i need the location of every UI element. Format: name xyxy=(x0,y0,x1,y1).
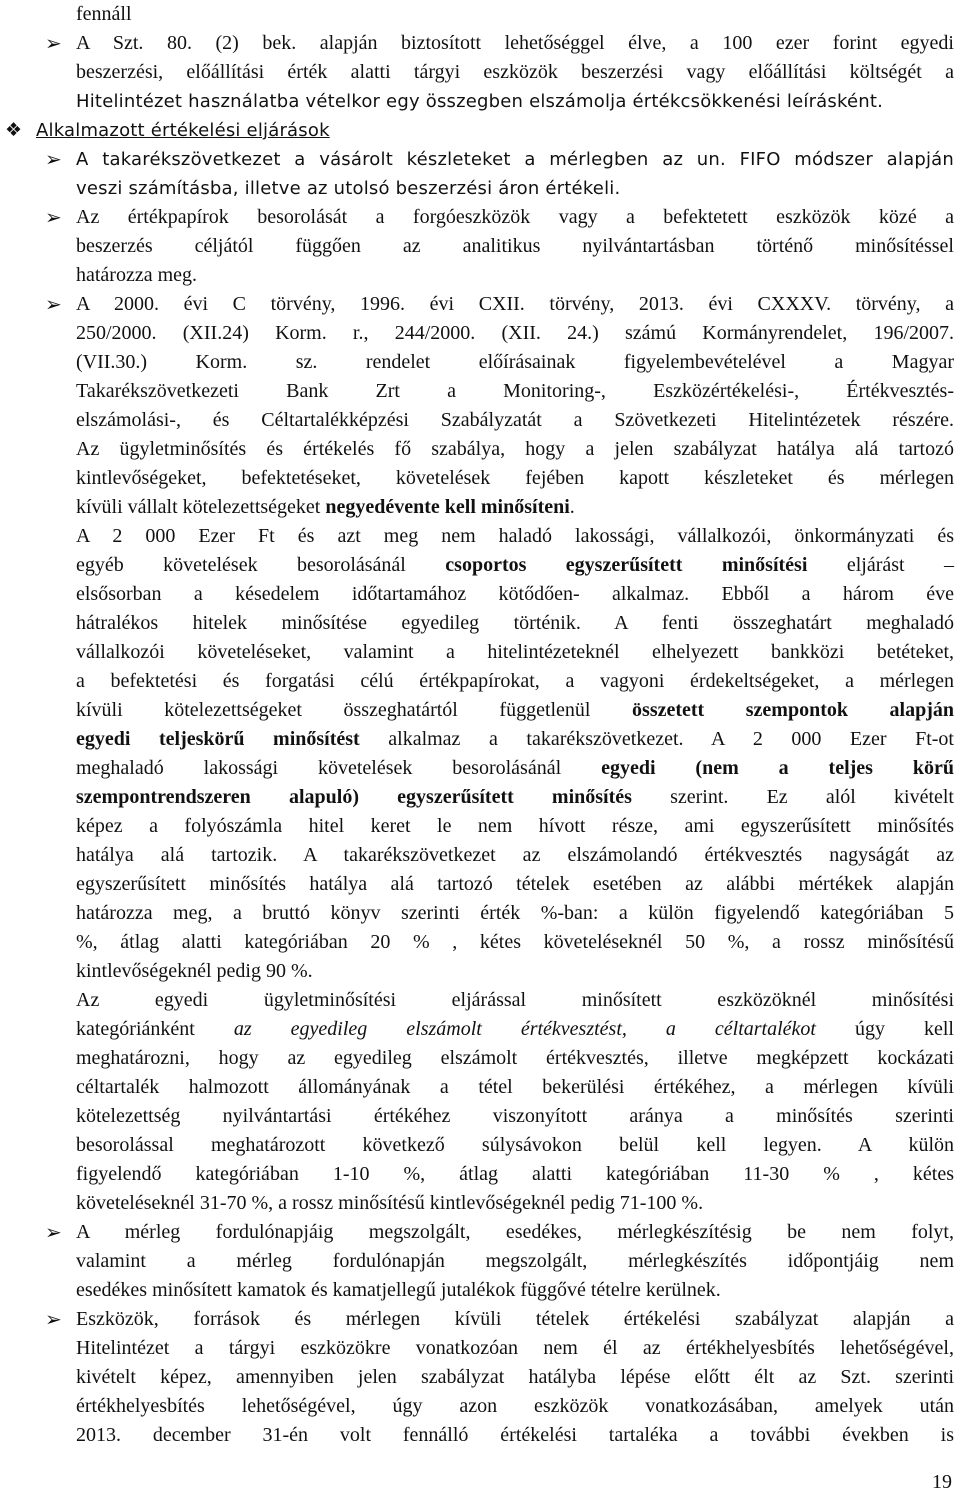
bold-phrase: csoportos egyszerűsített minősítési xyxy=(445,554,808,576)
text-run: kategóriánként xyxy=(76,1018,234,1040)
text-run: meghaladó lakossági követelések besorolásánál xyxy=(76,757,602,779)
bold-phrase: összetett szempontok alapján xyxy=(632,699,954,721)
bold-phrase: egyedi teljeskörű minősítést xyxy=(76,728,360,750)
page-number: 19 xyxy=(932,1471,952,1493)
bold-phrase: egyedi (nem a teljes körű xyxy=(601,757,954,779)
arrow-bullet-icon: ➢ xyxy=(45,1307,62,1331)
document-page: fennáll ➢ A Szt. 80. (2) bek. alapján biztosított lehetőséggel élve, a 100 ezer forint egyedi beszerzési, előállítási érték alatti tárgyi eszközök beszerzési vagy előállítási költségét a Hitelintézet használatba vételkor egy összegben elszámolja értékcsökkenési leírásként. ❖ Alkalmazott értékelési eljárások ➢ A takarékszövetkezet a vásárolt készleteket a mérlegben az un. FIFO módszer alapján veszi számításba, illetve az utolsó beszerzési áron értékeli. ➢ Az értékpapírok besorolását a forgóeszközök vagy a befektetett eszközök közé a beszerzés céljától függően az analitikus nyilvántartásban történő minősítéssel határozza meg. ➢ A 2000. évi C törvény, 1996. évi CXII. törvény, 2013. évi CXXXV. törvény, a 250/2000. (XII.24) Korm. r., 244/2000. (XII. 24.) számú Kormányrendelet, 196/2007. (VII.30.) Korm. sz. rendelet előírásainak figyelembevételével a Magyar Takarékszövetkezeti Bank Zrt a Monitoring-, Eszközértékelési-, Értékvesztés- elszámolási-, és Céltartalékképzési Szabályzatát a Szövetkezeti Hitelintézetek részére. Az ügyletminősítés és értékelés fő szabálya, hogy a jelen szabályzat hatálya alá tartozó kintlevőségeket, befektetéseket, követelések fejében kapott készleteket és mérlegen kívüli vállalt kötelezettségeket negyedévente kell minősíteni. A 2 000 Ezer Ft és azt meg nem haladó lakossági, vállalkozói, önkormányzati és egyéb követelések besorolásánál csoportos egyszerűsített minősítési eljárást – elsősorban a késedelem időtartamához kötődően- alkalmaz. Ebből a három éve hátralékos hitelek minősítése egyedileg történik. A fenti összeghatárt meghaladó vállalkozói követeléseket, valamint a hitelintézeteknél elhelyezett bankközi betéteket, a befektetési és forgatási célú értékpapírokat, a vagyoni érdekeltségeket, a mérlegen kívüli kötelezettségeket összeghatártól függetlenül összetett szempontok alapján egyedi teljeskörű minősítést alkalmaz a takarékszövetkezet. A 2 000 Ezer Ft-ot meghaladó lakossági követelések besorolásánál egyedi (nem a teljes körű szempontrendszeren alapuló) egyszerűsített minősítés szerint. Ez alól kivételt képez a folyószámla hitel keret le nem hívott része, ami egyszerűsített minősítés hatálya alá tartozik. A takarékszövetkezet az elszámolandó értékvesztés nagyságát az egyszerűsített minősítés hatálya alá tartozó tételek esetében az alábbi mértékek alapján határozza meg, a bruttó könyv szerinti érték %-ban: a külön figyelendő kategóriában 5 %, átlag alatti kategóriában 20 % , kétes követeléseknél 50 %, a rossz minősítésű kintlevőségeknél pedig 90 %. Az egyedi ügyletminősítési eljárással minősített eszközöknél minősítési kategóriánként az egyedileg elszámolt értékvesztést, a céltartalékot úgy kell meghatározni, hogy az egyedileg elszámolt értékvesztés, illetve megképzett kockázati céltartalék halmozott állományának a tétel bekerülési értékéhez, a mérlegen kívüli kötelezettség nyilvántartási értékéhez viszonyított aránya a minősítés szerinti besorolással meghatározott következő súlysávokon belül kell legyen. A külön figyelendő kategóriában 1-10 %, átlag alatti kategóriában 11-30 % , kétes követeléseknél 31-70 %, a rossz minősítésű kintlevőségeknél pedig 71-100 %. ➢ A mérleg fordulónapjáig megszolgált, esedékes, mérlegkészítésig be nem folyt, valamint a mérleg fordulónapján megszolgált, mérlegkészítés időpontjáig nem esedékes minősített kamatok és kamatjellegű jutalékok függővé tételre kerülnek. ➢ Eszközök, források és mérlegen kívüli tételek értékelési szabályzat alapján a Hitelintézet a tárgyi eszközökre vonatkozóan nem él az értékhelyesbítés lehetőségével, kivételt képez, amennyiben jelen szabályzat hatályba lépése előtt élt az Szt. szerinti értékhelyesbítés lehetőségével, úgy azon eszközök vonatkozásában, amelyek után 2013. december 31-én volt fennálló értékelési tartaléka a további években is 19 xyxy=(5,3,954,1493)
text-run: eljárást – xyxy=(807,554,954,576)
italic-phrase: az egyedileg elszámolt értékvesztést, a céltartalékot xyxy=(233,1018,816,1040)
diamond-bullet-icon: ❖ xyxy=(5,119,23,141)
arrow-bullet-icon: ➢ xyxy=(45,31,62,55)
arrow-bullet-icon: ➢ xyxy=(45,292,62,316)
text-run: szerint. Ez alól kivételt xyxy=(631,786,954,808)
text-run: alkalmaz a takarékszövetkezet. A 2 000 Ezer Ft-ot xyxy=(359,728,954,750)
text-run: úgy kell xyxy=(815,1018,954,1040)
arrow-bullet-icon: ➢ xyxy=(45,147,62,171)
bold-phrase: szempontrendszeren alapuló) egyszerűsített minősítés xyxy=(76,786,632,808)
text-run: kívüli vállalt kötelezettségeket xyxy=(76,496,326,518)
text-run: . xyxy=(569,496,575,518)
bold-phrase: negyedévente kell minősíteni xyxy=(325,496,570,518)
text-run: egyéb követelések besorolásánál xyxy=(76,554,446,576)
arrow-bullet-icon: ➢ xyxy=(45,1220,62,1244)
arrow-bullet-icon: ➢ xyxy=(45,205,62,229)
text-run: kívüli kötelezettségeket összeghatártól függetlenül xyxy=(76,699,633,721)
